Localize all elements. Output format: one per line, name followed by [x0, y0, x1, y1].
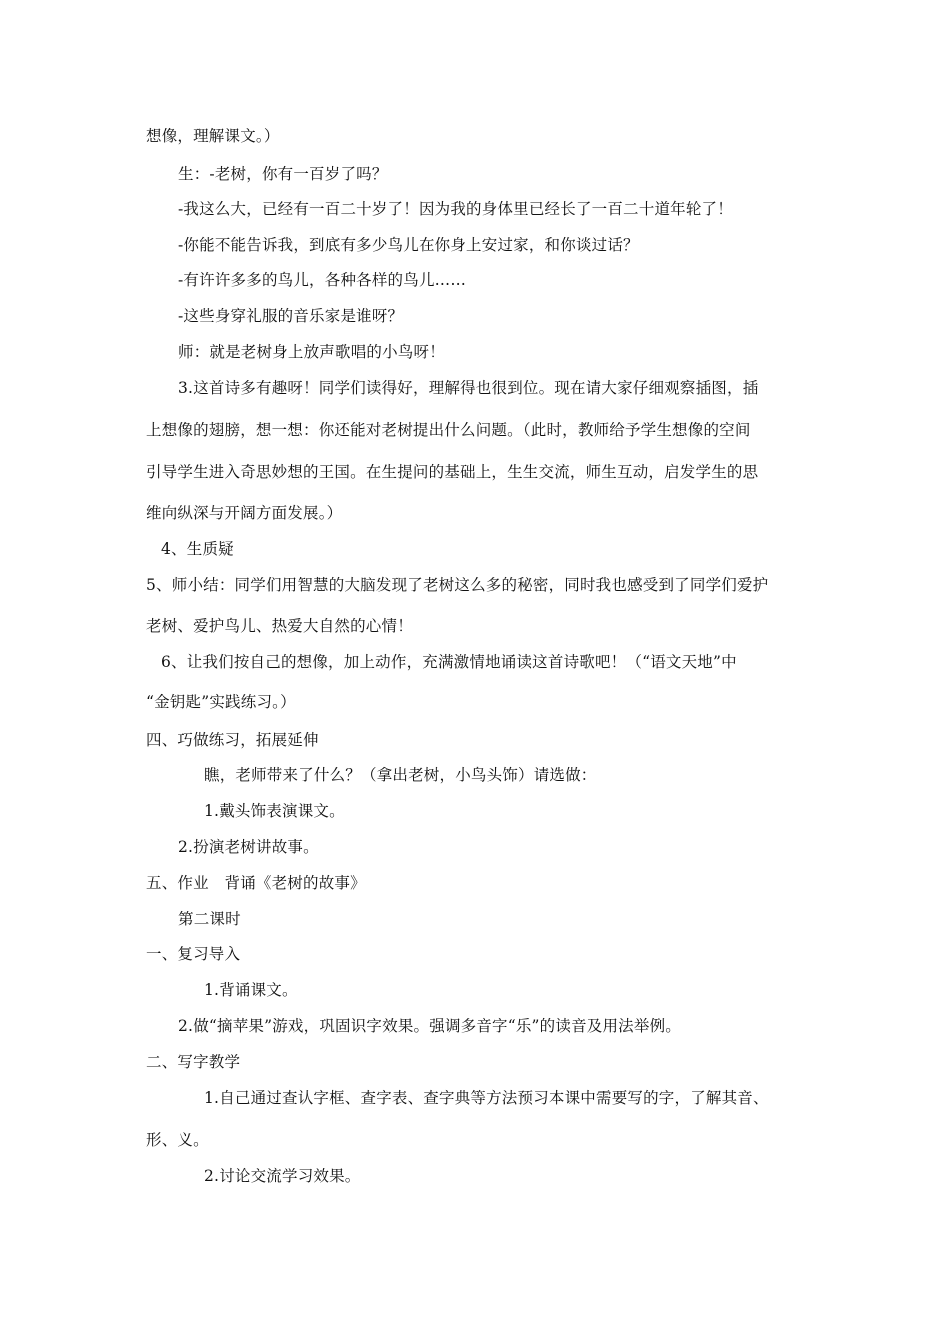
text-line: -这些身穿礼服的音乐家是谁呀？ — [178, 307, 404, 325]
text-line: 老树、爱护鸟儿、热爱大自然的心情！ — [146, 617, 413, 635]
text-line: -我这么大，已经有一百二十岁了！因为我的身体里已经长了一百二十道年轮了！ — [178, 200, 733, 218]
list-item: 1.背诵课文。 — [204, 981, 298, 999]
text-line: 想像，理解课文。） — [146, 127, 280, 145]
text-line: -有许许多多的鸟儿，各种各样的鸟儿…… — [178, 271, 467, 289]
list-item: 2.讨论交流学习效果。 — [204, 1167, 361, 1185]
text-line: 形、义。 — [146, 1131, 209, 1149]
section-heading: 一、复习导入 — [146, 945, 241, 963]
section-heading: 二、写字教学 — [146, 1053, 241, 1071]
lesson-heading: 第二课时 — [178, 910, 241, 928]
section-heading: 五、作业 背诵《老树的故事》 — [146, 874, 366, 892]
text-line: 5、师小结：同学们用智慧的大脑发现了老树这么多的秘密，同时我也感受到了同学们爱护 — [146, 576, 769, 594]
text-line: 3.这首诗多有趣呀！同学们读得好，理解得也很到位。现在请大家仔细观察插图，插 — [178, 379, 759, 397]
text-line: 4、生质疑 — [161, 540, 234, 558]
list-item: 1.戴头饰表演课文。 — [204, 802, 345, 820]
list-item: 2.扮演老树讲故事。 — [178, 838, 319, 856]
text-line: 师：就是老树身上放声歌唱的小鸟呀！ — [178, 343, 445, 361]
text-line: -你能不能告诉我，到底有多少鸟儿在你身上安过家，和你谈过话？ — [178, 236, 639, 254]
text-line: “金钥匙”实践练习。） — [146, 693, 296, 711]
text-line: 6、让我们按自己的想像，加上动作，充满激情地诵读这首诗歌吧！（“语文天地”中 — [161, 653, 737, 671]
text-line: 瞧，老师带来了什么？（拿出老树，小鸟头饰）请选做： — [204, 766, 597, 784]
list-item: 2.做“摘苹果”游戏，巩固识字效果。强调多音字“乐”的读音及用法举例。 — [178, 1017, 681, 1035]
text-line: 生：-老树，你有一百岁了吗？ — [178, 165, 388, 183]
text-line: 维向纵深与开阔方面发展。） — [146, 504, 343, 522]
section-heading: 四、巧做练习，拓展延伸 — [146, 731, 319, 749]
list-item: 1.自己通过查认字框、查字表、查字典等方法预习本课中需要写的字，了解其音、 — [204, 1089, 769, 1107]
text-line: 上想像的翅膀，想一想：你还能对老树提出什么问题。（此时，教师给予学生想像的空间 — [146, 421, 751, 439]
text-line: 引导学生进入奇思妙想的王国。在生提问的基础上，生生交流，师生互动，启发学生的思 — [146, 463, 759, 481]
